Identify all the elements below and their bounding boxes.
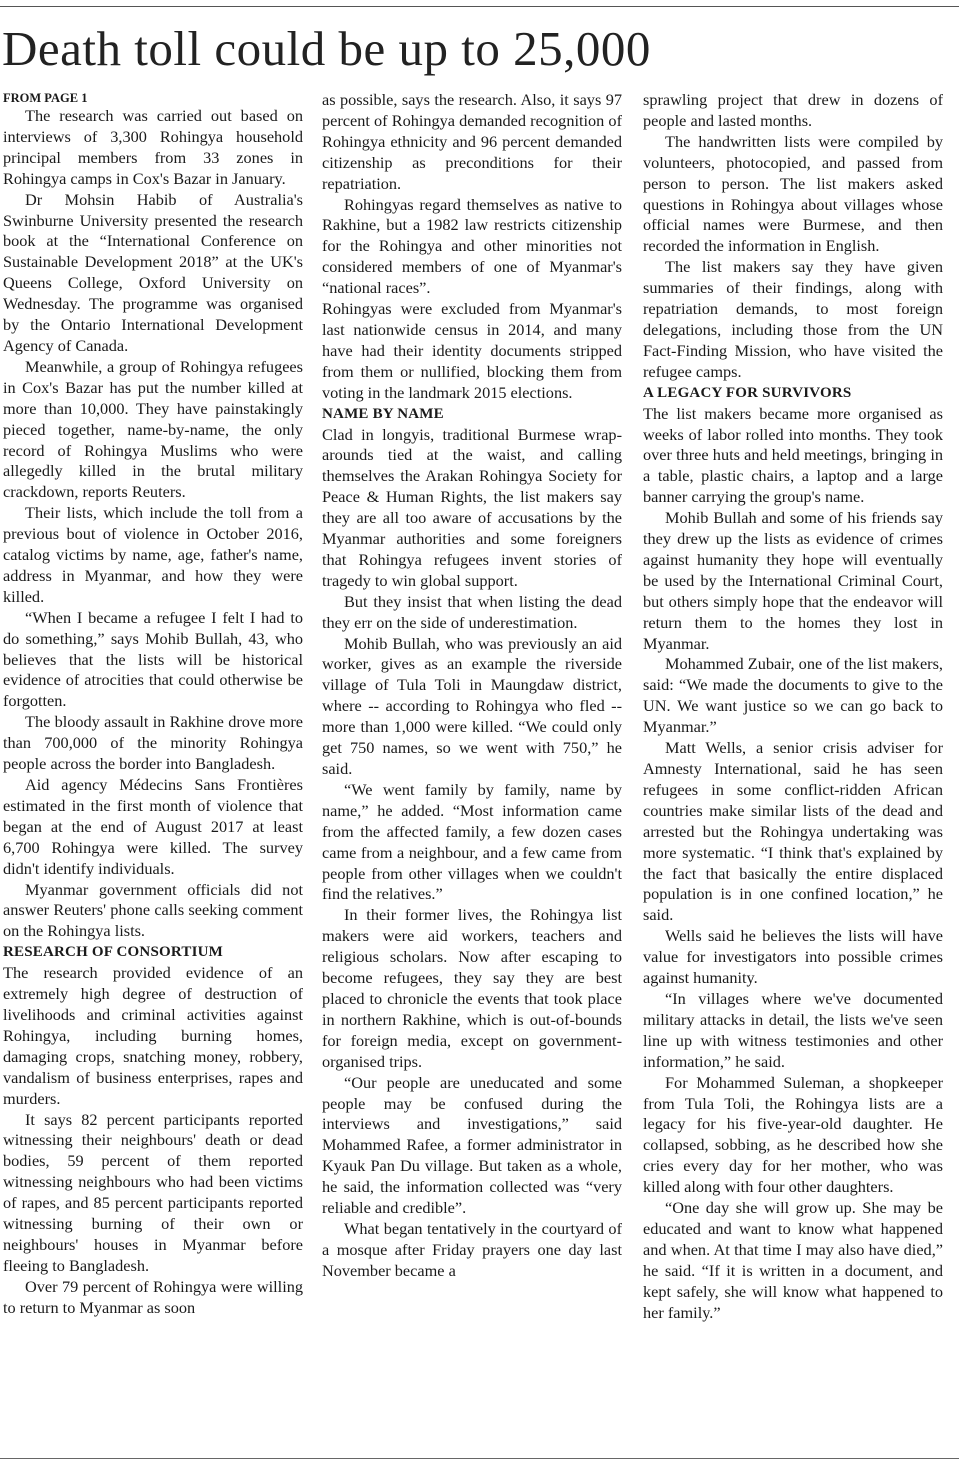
paragraph: The research provided evidence of an extremely high degree of destruction of livelihoods and criminal activities against Rohingya, including burning homes, damaging crops, snatching money, robbery, vandalism of business enterprises, rapes and murders. xyxy=(3,963,303,1108)
top-rule xyxy=(0,0,959,7)
paragraph: sprawling project that drew in dozens of people and lasted months. xyxy=(643,90,943,130)
paragraph: Mohib Bullah, who was previously an aid worker, gives as an example the riverside village of Tula Toli in Maungdaw district, where -- according to Rohingya who fled -- more than 1,000 were killed. “We could only get 750 names, so we went with 750,” he said. xyxy=(322,633,622,778)
paragraph: Matt Wells, a senior crisis adviser for Amnesty International, said he has seen refugees in some conflict-ridden African countries make similar lists of the dead and arrested but the Rohingya undertaking was more systematic. “I think that's explained by the fact that basically the entire displaced population is in one confined location,” he said. xyxy=(643,738,943,925)
paragraph: For Mohammed Suleman, a shopkeeper from Tula Toli, the Rohingya lists are a legacy for his five-year-old daughter. He collapsed, sobbing, as he described how she cries every day for her mother, who was killed along with four other daughters. xyxy=(643,1072,943,1197)
paragraph: The bloody assault in Rakhine drove more than 700,000 of the minority Rohingya people across the border into Bangladesh. xyxy=(3,712,303,774)
paragraph: What began tentatively in the courtyard of a mosque after Friday prayers one day last November became a xyxy=(322,1218,622,1280)
paragraph: It says 82 percent participants reported witnessing their neighbours' death or dead bodies, 59 percent of them reported witnessing neighbours who had been victims of rapes, and 85 percent participants reported witnessing burning of their own or neighbours' houses in Myanmar before fleeing to Bangladesh. xyxy=(3,1109,303,1275)
column-3 xyxy=(643,90,943,1458)
paragraph: “We went family by family, name by name,” he added. “Most information came from the affected family, a few dozen cases came from a neighbour, and a few came from people from other villages when we couldn't find the relatives.” xyxy=(322,779,622,904)
paragraph: Mohib Bullah and some of his friends say they drew up the lists as evidence of crimes against humanity they hope will eventually be used by the International Criminal Court, but others simply hope that the endeavor will return them to the homes they lost in Myanmar. xyxy=(643,508,943,653)
headline: Death toll could be up to 25,000 xyxy=(2,21,651,76)
paragraph: The handwritten lists were compiled by volunteers, photocopied, and passed from person to person. The list makers asked questions in Rohingya about villages whose official names were Burmese, and then recorded the information in English. xyxy=(643,131,943,256)
from-page-label: FROM PAGE 1 xyxy=(3,91,88,105)
paragraph: Mohammed Zubair, one of the list makers, said: “We made the documents to give to the UN. We want justice so we can go back to Myanmar.” xyxy=(643,654,943,737)
section-heading: NAME BY NAME xyxy=(322,405,444,422)
paragraph: The list makers say they have given summaries of their findings, along with repatriation demands, to most foreign delegations, including those from the UN Fact-Finding Mission, who have visited the refugee camps. xyxy=(643,257,943,381)
paragraph: Wells said he believes the lists will have value for investigators into possible crimes against humanity. xyxy=(643,926,943,988)
paragraph: Meanwhile, a group of Rohingya refugees in Cox's Bazar has put the number killed at more than 10,000. They have painstakingly pieced together, name-by-name, the only record of Rohingya Muslims who were allegedly killed in the brutal military crackdown, reports Reuters. xyxy=(3,356,303,502)
column-2 xyxy=(322,90,622,1458)
paragraph: Over 79 percent of Rohingya were willing to return to Myanmar as soon xyxy=(3,1276,303,1317)
section-heading: RESEARCH OF CONSORTIUM xyxy=(3,944,224,961)
paragraph: The list makers became more organised as weeks of labor rolled into months. They took over three huts and held meetings, bringing in a table, plastic chairs, a laptop and a large banner carrying the group's name. xyxy=(643,403,943,507)
paragraph: “In villages where we've documented military attacks in detail, the lists we've seen line up with witness testimonies and other information,” he said. xyxy=(643,988,943,1071)
section-heading: A LEGACY FOR SURVIVORS xyxy=(643,384,852,401)
paragraph: The research was carried out based on interviews of 3,300 Rohingya household principal members from 33 zones in Rohingya camps in Cox's Bazar in January. xyxy=(3,106,303,188)
paragraph: “When I became a refugee I felt I had to do something,” says Mohib Bullah, 43, who believes that the lists will be historical evidence of atrocities that could otherwise be forgotten. xyxy=(3,607,303,711)
paragraph: But they insist that when listing the dead they err on the side of underestimation. xyxy=(322,591,622,632)
paragraph: as possible, says the research. Also, it says 97 percent of Rohingya demanded recognition of Rohingya ethnicity and 96 percent demanded citizenship as preconditions for their repatriation. xyxy=(322,90,622,193)
paragraph: “One day she will grow up. She may be educated and want to know what happened and when. At that time I may also have died,” he said. “If it is written in a document, and kept safely, she will know what happened to her family.” xyxy=(643,1198,943,1322)
column-1 xyxy=(3,90,303,1458)
paragraph: Myanmar government officials did not answer Reuters' phone calls seeking comment on the Rohingya lists. xyxy=(3,879,303,941)
paragraph: Rohingyas were excluded from Myanmar's last nationwide census in 2014, and many have had their identity documents stripped from them or nullified, blocking them from voting in the landmark 2015 elections. xyxy=(322,299,622,402)
bottom-rule xyxy=(0,1458,959,1459)
paragraph: “Our people are uneducated and some people may be confused during the interviews and investigations,” said Mohammed Rafee, a former administrator in Kyauk Pan Du village. But taken as a whole, he said, the information collected was “very reliable and credible”. xyxy=(322,1072,622,1218)
paragraph: In their former lives, the Rohingya list makers were aid workers, teachers and religious scholars. Now after escaping to become refugees, they say they are best placed to chronicle the events that took place in northern Rakhine, which is out-of-bounds for foreign media, except on government-organised trips. xyxy=(322,905,622,1071)
paragraph: Dr Mohsin Habib of Australia's Swinburne University presented the research book at the “International Conference on Sustainable Development 2018” at the UK's Queens College, Oxford University on Wednesday. The programme was organised by the Ontario International Development Agency of Canada. xyxy=(3,189,303,355)
paragraph: Clad in longyis, traditional Burmese wrap-arounds tied at the waist, and calling themselves the Arakan Rohingya Society for Peace & Human Rights, the list makers say they are all too aware of accusations by the Myanmar authorities and some foreigners that Rohingya refugees invent stories of tragedy to win global support. xyxy=(322,424,622,590)
paragraph: Rohingyas regard themselves as native to Rakhine, but a 1982 law restricts citizenship for the Rohingya and other minorities not considered members of one of Myanmar's “national races”. xyxy=(322,194,622,298)
paragraph: Their lists, which include the toll from a previous bout of violence in October 2016, catalog victims by name, age, father's name, address in Myanmar, and how they were killed. xyxy=(3,503,303,606)
paragraph: Aid agency Médecins Sans Frontières estimated in the first month of violence that began at the end of August 2017 at least 6,700 Rohingya were killed. The survey didn't identify individuals. xyxy=(3,775,303,878)
